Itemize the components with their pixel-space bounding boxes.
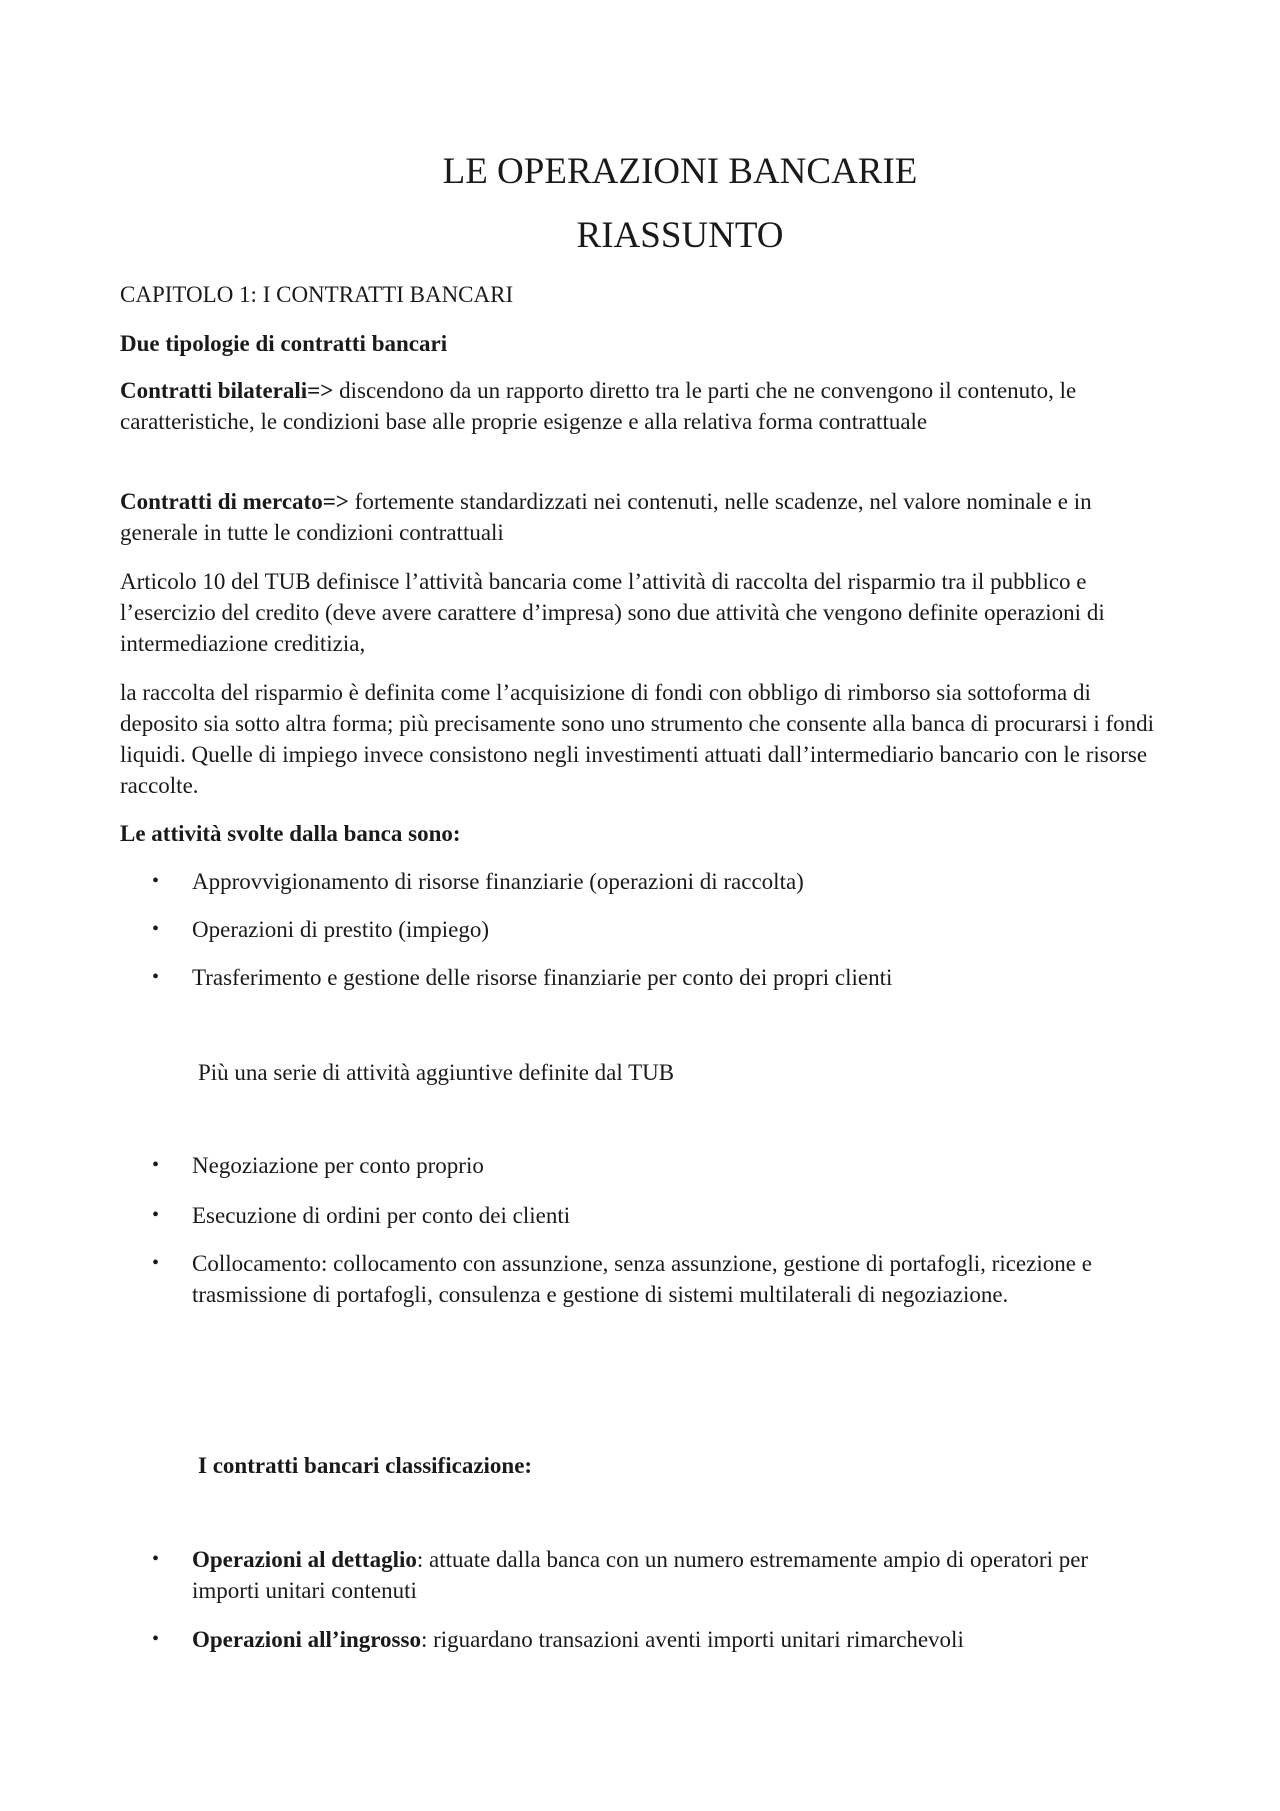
text-ingrosso: : riguardano transazioni aventi importi unitari rimarchevoli — [420, 1627, 964, 1652]
paragraph-mercato — [120, 486, 1160, 548]
paragraph-articolo: Articolo 10 del TUB definisce l’attività bancaria come l’attività di raccolta del risparmio tra il pubblico e l’esercizio del credito (deve avere carattere d’impresa) sono due attività che vengono definite operazioni di intermediazione creditizia, — [120, 569, 1105, 656]
bullet-icon: • — [152, 870, 160, 892]
list-item — [120, 1200, 1160, 1231]
bullet-icon: • — [152, 1628, 160, 1650]
bullet-icon: • — [152, 1548, 160, 1570]
list-item — [120, 1150, 1160, 1181]
text-dettaglio: : attuate dalla banca con un numero estremamente ampio di operatori per importi unitari contenuti — [192, 1547, 1089, 1603]
bullet-icon: • — [152, 1204, 160, 1226]
paragraph-raccolta: la raccolta del risparmio è definita come l’acquisizione di fondi con obbligo di rimborso sia sottoforma di deposito sia sotto altra forma; più precisamente sono uno strumento che consente alla banca di procurarsi i fondi liquidi. Quelle di impiego invece consistono negli investimenti attuati dall’intermediario bancario con le risorse raccolte. — [120, 680, 1155, 798]
list-item-text: Collocamento: collocamento con assunzione, senza assunzione, gestione di portafogli, ricezione e trasmissione di portafogli, consulenza e gestione di sistemi multilaterali di negoziazione. — [192, 1251, 1092, 1307]
document-subtitle: RIASSUNTO — [576, 215, 784, 256]
list-item-text: Trasferimento e gestione delle risorse finanziarie per conto dei propri clienti — [192, 965, 893, 990]
list-item-text — [192, 1544, 1160, 1606]
term-dettaglio: Operazioni al dettaglio — [192, 1547, 417, 1572]
term-bilaterali: Contratti bilaterali=> — [120, 378, 334, 403]
list-item — [120, 914, 1160, 945]
list-item-text: Negoziazione per conto proprio — [192, 1153, 484, 1178]
list-item-text: Operazioni di prestito (impiego) — [192, 917, 490, 942]
section-heading-attivita: Le attività svolte dalla banca sono: — [120, 821, 461, 846]
section-heading-types: Due tipologie di contratti bancari — [120, 331, 448, 356]
term-ingrosso: Operazioni all’ingrosso — [192, 1627, 421, 1652]
chapter-heading: CAPITOLO 1: I CONTRATTI BANCARI — [120, 282, 514, 307]
paragraph-bilaterali — [120, 375, 1160, 437]
list-item — [120, 962, 1160, 993]
section-heading-classificazione: I contratti bancari classificazione: — [198, 1453, 533, 1478]
text-bilaterali: discendono da un rapporto diretto tra le parti che ne convengono il contenuto, le caratteristiche, le condizioni base alle proprie esigenze e alla relativa forma contrattuale — [120, 378, 1077, 434]
list-item — [120, 1544, 1160, 1606]
list-item — [120, 1624, 1160, 1655]
list-item — [120, 1248, 1160, 1310]
bullet-icon: • — [152, 966, 160, 988]
bullet-icon: • — [152, 918, 160, 940]
document-title: LE OPERAZIONI BANCARIE — [442, 151, 918, 192]
paragraph-aggiuntive: Più una serie di attività aggiuntive definite dal TUB — [198, 1060, 675, 1085]
bullet-icon: • — [152, 1252, 160, 1274]
list-item-text — [192, 1624, 1160, 1655]
term-mercato: Contratti di mercato=> — [120, 489, 349, 514]
list-item — [120, 866, 1160, 897]
text-mercato: fortemente standardizzati nei contenuti, nelle scadenze, nel valore nominale e in generale in tutte le condizioni contrattuali — [120, 489, 1092, 545]
list-item-text: Esecuzione di ordini per conto dei clienti — [192, 1203, 571, 1228]
list-item-text: Approvvigionamento di risorse finanziarie (operazioni di raccolta) — [192, 869, 804, 894]
bullet-icon: • — [152, 1154, 160, 1176]
